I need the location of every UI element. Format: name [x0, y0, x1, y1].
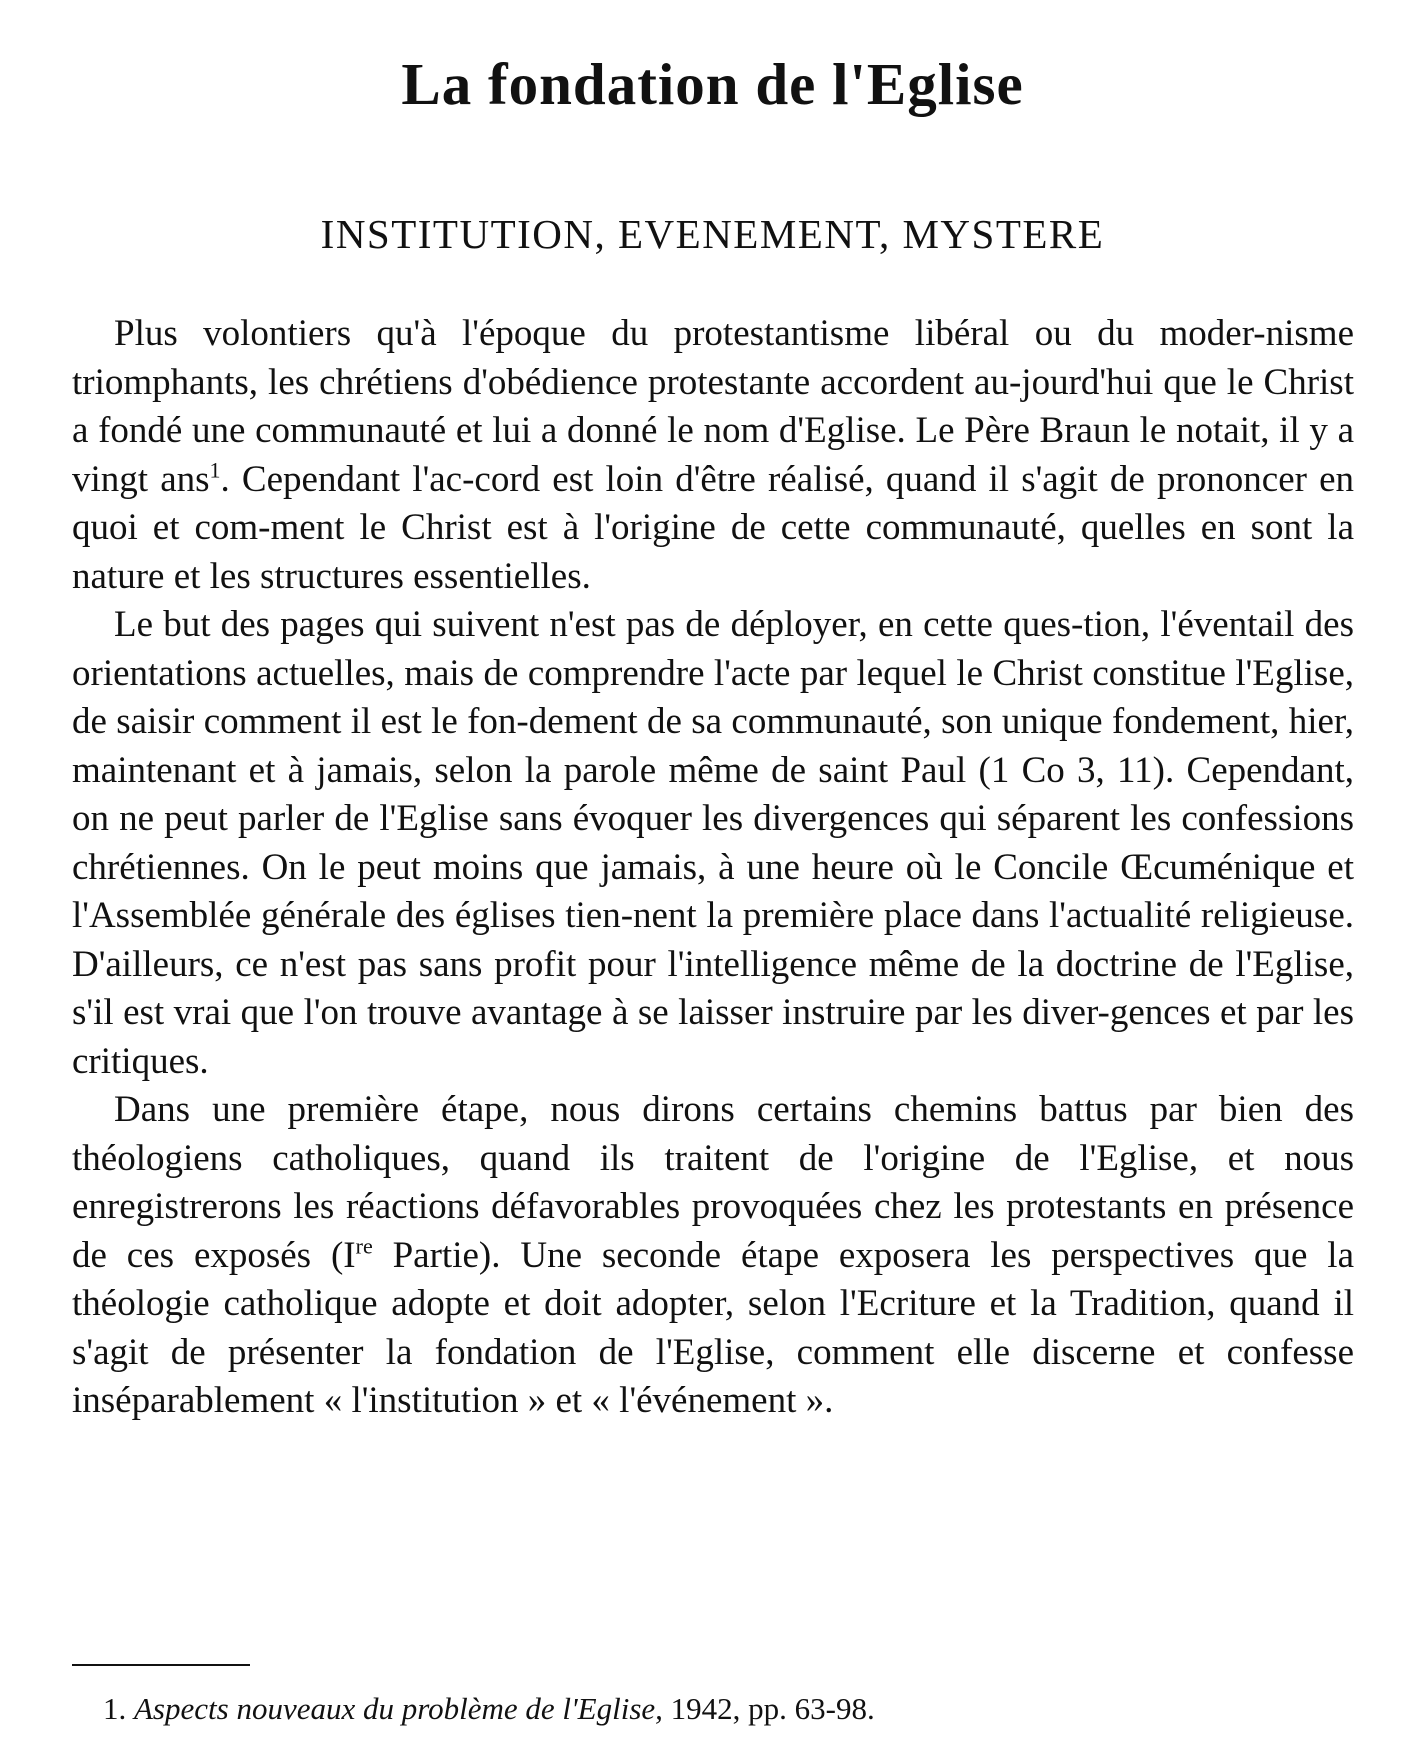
- paragraph-3-text-a: Dans une première étape, nous dirons certains chemins battus par bien des théologiens catholiques, quand ils traitent de l'origine de l'Eglise, et nous enregistrerons les réactions défavorables provoquées chez les protestants en présence de ces exposés (I: [72, 1089, 1354, 1276]
- ordinal-superscript: re: [355, 1233, 373, 1259]
- footnote-title: Aspects nouveaux du problème de l'Eglise,: [134, 1691, 663, 1726]
- paragraph-2: [72, 601, 1354, 1086]
- paragraph-1: [72, 310, 1354, 601]
- footnote-number: 1.: [103, 1691, 127, 1726]
- footnote-reference: 1: [209, 457, 221, 483]
- page-title: La fondation de l'Eglise: [401, 51, 1024, 117]
- paragraph-1-text-b: . Cependant l'ac-cord est loin d'être réalisé, quand il s'agit de prononcer en quoi et com-ment le Christ est à l'origine de cette communauté, quelles en sont la nature et les structures essentielles.: [72, 458, 1354, 597]
- section-subtitle: INSTITUTION, EVENEMENT, MYSTERE: [320, 211, 1105, 257]
- footnote-details: 1942, pp. 63-98.: [670, 1691, 875, 1726]
- body-text: [72, 310, 1354, 1426]
- paragraph-2-text: Le but des pages qui suivent n'est pas de déployer, en cette ques-tion, l'éventail des orientations actuelles, mais de comprendre l'acte par lequel le Christ constitue l'Eglise, de saisir comment il est le fon-dement de sa communauté, son unique fondement, hier, maintenant et à jamais, selon la parole même de saint Paul (1 Co 3, 11). Cependant, on ne peut parler de l'Eglise sans évoquer les divergences qui séparent les confessions chrétiennes. On le peut moins que jamais, à une heure où le Concile Œcuménique et l'Assemblée générale des églises tien-nent la première place dans l'actualité religieuse. D'ailleurs, ce n'est pas sans profit pour l'intelligence même de la doctrine de l'Eglise, s'il est vrai que l'on trouve avantage à se laisser instruire par les diver-gences et par les critiques.: [72, 604, 1354, 1082]
- footnote: [103, 1690, 875, 1727]
- paragraph-3: [72, 1086, 1354, 1426]
- paragraph-3-text-b: Partie). Une seconde étape exposera les perspectives que la théologie catholique adopte et doit adopter, selon l'Ecriture et la Tradition, quand il s'agit de présenter la fondation de l'Eglise, comment elle discerne et confesse inséparablement « l'institution » et « l'événement ».: [72, 1234, 1355, 1421]
- footnote-separator: [72, 1664, 250, 1666]
- paragraph-1-text-a: Plus volontiers qu'à l'époque du protestantisme libéral ou du moder-nisme triomphants, les chrétiens d'obédience protestante accordent au-jourd'hui que le Christ a fondé une communauté et lui a donné le nom d'Eglise. Le Père Braun le notait, il y a vingt ans: [72, 313, 1354, 500]
